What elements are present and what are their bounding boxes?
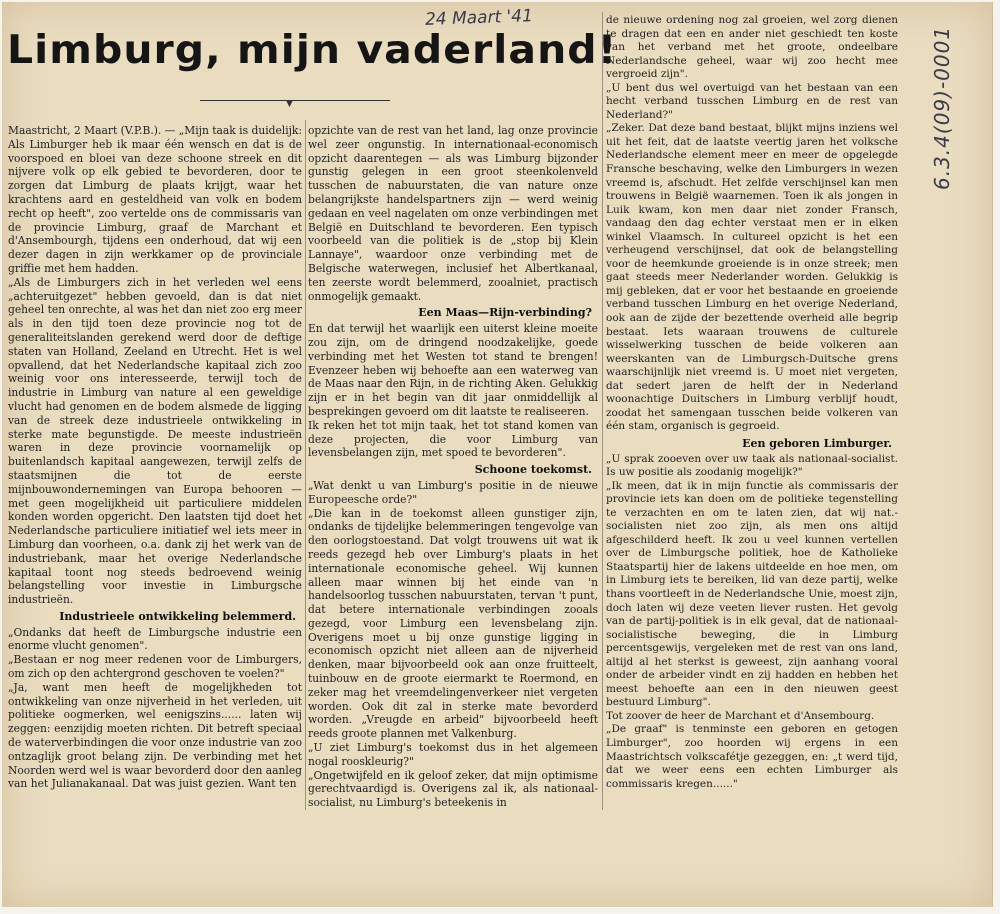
article-paragraph: „Bestaan er nog meer redenen voor de Limburgers, om zich op den achtergrond geschoven te voelen?" — [8, 653, 302, 681]
section-heading: Industrieele ontwikkeling belemmerd. — [59, 609, 296, 623]
handwritten-date: 24 Maart '41 — [424, 6, 534, 30]
article-column-3 — [606, 14, 898, 814]
article-paragraph: „Ik meen, dat ik in mijn functie als commissaris der provincie iets kan doen om de politieke tegenstelling te verzachten en om te laten zien, dat wij nat.-socialisten niet zoo zijn, als men ons altijd afgeschilderd heeft. Ik zou u veel kunnen vertellen over de Limburgsche politiek, hoe de Katholieke Staatspartij hier de lakens uitdeelde en hoe men, om in Limburg iets te bereiken, lid van deze partij, welke thans voortleeft in de Nederlandsche Unie, moest zijn, doch laten wij deze veeten liever rusten. Het gevolg van de partij-politiek is in elk geval, dat de nationaal-socialistische beweging, die in Limburg percentsgewijs, vergeleken met de rest van ons land, altijd al het sterkst is geweest, zijn aanhang vooral onder de arbeider vindt en zij hadden en hebben het meest behoefte aan een in den nieuwen geest bestuurd Limburg". — [606, 479, 898, 709]
article-paragraph: „U sprak zooeven over uw taak als nationaal-socialist. Is uw positie als zoodanig mogelijk?" — [606, 452, 898, 479]
column-divider — [602, 12, 603, 810]
article-paragraph: Maastricht, 2 Maart (V.P.B.). — „Mijn taak is duidelijk: Als Limburger heb ik maar één wensch en dat is de voorspoed en bloei van deze schoone streek en dit nijvere volk op elk gebied te bevorderen, door te zorgen dat Limburg de plaats krijgt, waar het krachtens aard en gesteldheid van volk en bodem recht op heeft", zoo vertelde ons de commissaris van de provincie Limburg, graaf de Marchant et d'Ansembourgh, tijdens een onderhoud, dat wij een dezer dagen in zijn werkkamer op de provinciale griffie met hem hadden. — [8, 124, 302, 275]
article-paragraph: „De graaf" is tenminste een geboren en getogen Limburger", zoo hoorden wij ergens in een Maastrichtsch volkscafétje gezeggen, en: „t werd tijd, dat we weer eens een echten Limburger als commissaris kregen......" — [606, 723, 898, 790]
article-column-1 — [8, 124, 302, 814]
article-paragraph: „Ondanks dat heeft de Limburgsche industrie een enorme vlucht genomen". — [8, 625, 302, 653]
headline-rule — [200, 100, 390, 101]
article-paragraph: Ik reken het tot mijn taak, het tot stand komen van deze projecten, die voor Limburg van levensbelangen zijn, met spoed te bevorderen". — [308, 418, 598, 460]
article-paragraph: Tot zoover de heer de Marchant et d'Ansembourg. — [606, 709, 875, 722]
article-column-2 — [308, 124, 598, 814]
article-paragraph: „Ongetwijfeld en ik geloof zeker, dat mijn optimisme gerechtvaardigd is. Overigens zal ik, als nationaal-socialist, nu Limburg's beteekenis in — [308, 768, 598, 810]
headline: Limburg, mijn vaderland! — [7, 28, 618, 73]
article-paragraph: „Als de Limburgers zich in het verleden wel eens „achteruitgezet" hebben gevoeld, dan is dat niet geheel ten onrechte, al was het dan niet zoo erg meer als in den tijd toen deze provincie nog tot de generaliteitslanden gerekend werd door de deftige staten van Holland, Zeeland en Utrecht. Het is wel opvallend, dat het Nederlandsche kapitaal zich zoo weinig voor ons interesseerde, terwijl toch de industrie in Limburg van nature al een geweldige vlucht had genomen en de bodem alsmede de ligging van de streek deze industrieele ontwikkeling in sterke mate begunstigde. De meeste industrieën waren in deze provincie voornamelijk op buitenlandsch kapitaal aangewezen, terwijl zelfs de staatsmijnen die tot de eerste mijnbouwondernemingen van Europa behooren — met geen mogelijkheid uit particuliere middelen konden worden opgericht. Den laatsten tijd doet het Nederlandsche particuliere initiatief wel iets meer in Limburg dan voorheen, o.a. dank zij het werk van de industriebank, maar het overige Nederlandsche kapitaal toont nog steeds bedroevend weinig belangstelling voor investie in Limburgsche industrieën. — [8, 275, 302, 607]
article-paragraph: „Die kan in de toekomst alleen gunstiger zijn, ondanks de tijdelijke belemmeringen tengevolge van den oorlogstoestand. Dat volgt trouwens uit wat ik reeds gezegd heb over Limburg's plaats in het internationale economische geheel. Wij kunnen alleen maar winnen bij het einde van 'n handelsoorlog tusschen nabuurstaten, tervan 't punt, dat betere internationale verbindingen zooals gezegd, voor Limburg een levensbelang zijn. Overigens moet u bij onze gunstige ligging in economisch opzicht niet alleen aan de nijverheid denken, maar bijvoorbeeld ook aan onze fruitteelt, tuinbouw en de groote eiermarkt te Roermond, en zeker mag het vreemdelingenverkeer niet vergeten worden. Ook dit zal in sterke mate bevorderd worden. „Vreugde en arbeid" bijvoorbeeld heeft reeds groote plannen met Valkenburg. — [308, 506, 598, 741]
article-paragraph: de nieuwe ordening nog zal groeien, wel zorg dienen te dragen dat een en ander niet geschiedt ten koste van het verband met het groote, ondeelbare Nederlandsche geheel, waar wij zoo hecht mee vergroeid zijn". — [606, 14, 898, 81]
article-paragraph: „Zeker. Dat deze band bestaat, blijkt mijns inziens wel uit het feit, dat de laatste veertig jaren het volksche Nederlandsche element meer en meer de opgelegde Fransche beschaving, welke den Limburgers in wezen vreemd is, afschudt. Het zelfde verschijnsel kan men trouwens in België waarnemen. Toen ik als jongen in Luik kwam, kon men daar niet zonder Fransch, vandaag den dag echter verstaat men er in elken winkel Vlaamsch. In cultureel opzicht is het een verheugend verschijnsel, dat ook de belangstelling voor de heemkunde groeiende is in onze streek; men gaat steeds meer Nederlander worden. Gelukkig is mij gebleken, dat er voor het bestaande en groeiende verband tusschen Limburg en het overige Nederland, ook aan de zijde der bezettende overheid alle begrip bestaat. Iets waaraan trouwens de culturele wisselwerking tusschen de beide volkeren aan weerskanten van de Limburgsch-Duitsche grens waarschijnlijk niet vreemd is. U moet niet vergeten, dat sedert jaren de helft der in Nederland woonachtige Duitschers in Limburg verblijf houdt, zoodat het samengaan tusschen beide volkeren van één stam, organisch is gegroeid. — [606, 122, 898, 433]
section-heading: Schoone toekomst. — [474, 463, 592, 477]
handwritten-archive-number: 6.3.4(09)-0001 — [930, 25, 954, 190]
article-paragraph: „Wat denkt u van Limburg's positie in de nieuwe Europeesche orde?" — [308, 478, 598, 506]
rule-ornament: ▼ — [286, 99, 293, 109]
column-divider — [305, 120, 306, 810]
article-paragraph: opzichte van de rest van het land, lag onze provincie wel zeer ongunstig. In internationaal-economisch opzicht daarentegen — als was Limburg bijzonder gunstig gelegen in een groot steenkolenveld tusschen de nabuurstaten, die van nature onze belangrijkste handelspartners zijn — werd weinig gedaan en veel nagelaten om onze verbindingen met België en Duitschland te bevorderen. Een typisch voorbeeld van die politiek is de „stop bij Klein Lannaye", waardoor onze verbinding met de Belgische waterwegen, inclusief het Albertkanaal, ten zeerste wordt belemmerd, zooalniet, practisch onmogelijk gemaakt. — [308, 124, 598, 303]
article-paragraph: „Ja, want men heeft de mogelijkheden tot ontwikkeling van onze nijverheid in het verleden, uit politieke oogmerken, wel eenigszins...... laten wij zeggen: eenzijdig moeten richten. Dit betreft speciaal de waterverbindingen die voor onze industrie van zoo ontzaglijk groot belang zijn. De verbinding met het Noorden werd wel is waar bevorderd door den aanleg van het Julianakanaal. Dat was juist gezien. Want ten — [8, 680, 302, 791]
article-paragraph: „U bent dus wel overtuigd van het bestaan van een hecht verband tusschen Limburg en de rest van Nederland?" — [606, 81, 898, 121]
section-heading: Een geboren Limburger. — [742, 436, 892, 450]
article-paragraph: En dat terwijl het waarlijk een uiterst kleine moeite zou zijn, om de dringend noodzakelijke, goede verbinding met het Westen tot stand te brengen! Evenzeer heben wij behoefte aan een waterweg van de Maas naar den Rijn, in de richting Aken. Gelukkig zijn er in het begin van dit jaar onmiddellijk al besprekingen gevoerd om dit laatste te realiseeren. — [308, 322, 598, 418]
article-paragraph: „U ziet Limburg's toekomst dus in het algemeen nogal rooskleurig?" — [308, 741, 598, 768]
section-heading: Een Maas—Rijn-verbinding? — [418, 306, 592, 320]
